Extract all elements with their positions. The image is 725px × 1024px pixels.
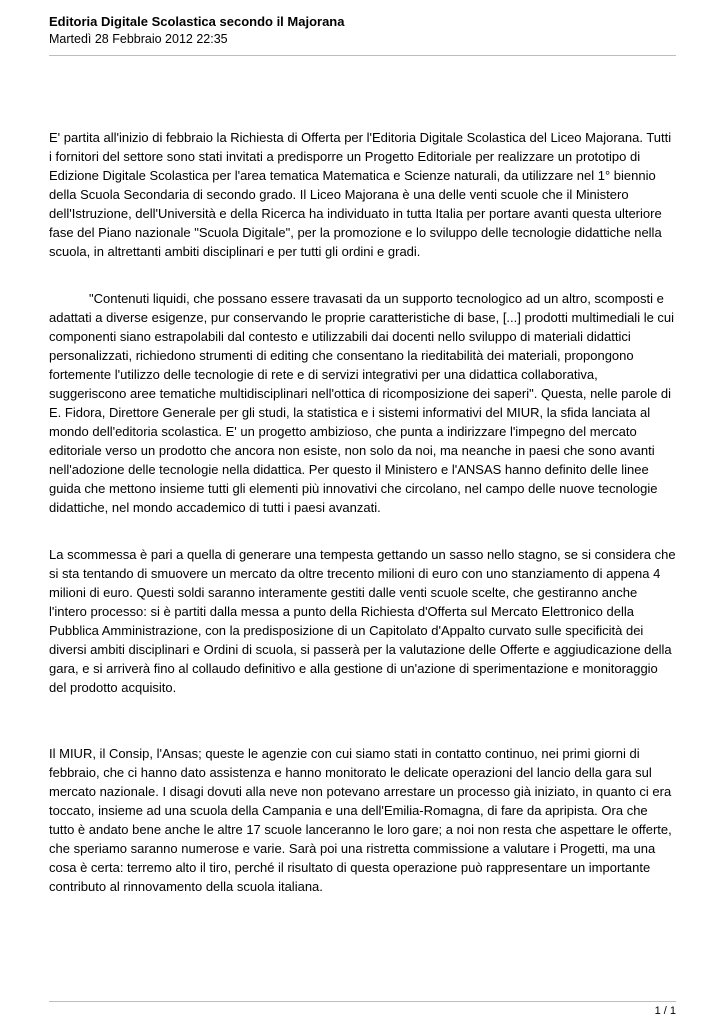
footer-divider <box>49 1001 676 1002</box>
header-divider <box>49 55 676 56</box>
paragraph-scommessa: La scommessa è pari a quella di generare una tempesta gettando un sasso nello stagno, se si considera che si sta tentando di smuovere un mercato da oltre trecento milioni di euro con uno stanziamento di appena 4 milioni di euro. Questi soldi saranno interamente gestiti dalle venti scuole scelte, che gestiranno anche l'intero processo: si è partiti dalla messa a punto della Richiesta d'Offerta sul Mercato Elettronico della Pubblica Amministrazione, con la predisposizione di un Capitolato d'Appalto curvato sulle specificità dei diversi ambiti disciplinari e Ordini di scuola, si passerà per la valutazione delle Offerte e aggiudicazione della gara, e si arriverà fino al collaudo definitivo e alla gestione di un'azione di sperimentazione e monitoraggio del prodotto acquisito. <box>49 547 676 695</box>
page-indicator: 1 / 1 <box>654 1005 676 1017</box>
document-header <box>0 0 725 47</box>
paragraph-conclusion: Il MIUR, il Consip, l'Ansas; queste le agenzie con cui siamo stati in contatto continuo, nei primi giorni di febbraio, che ci hanno dato assistenza e hanno monitorato le delicate operazioni del lancio della gara sul mercato nazionale. I disagi dovuti alla neve non potevano arrestare un processo già iniziato, in quanto ci era toccato, insieme ad una scuola della Campania e una dell'Emilia-Romagna, di fare da apripista. Ora che tutto è andato bene anche le altre 17 scuole lanceranno le loro gare; a noi non resta che aspettare le offerte, che speriamo saranno numerose e varie. Sarà poi una ristretta commissione a valutare i Progetti, ma una cosa è certa: terremo alto il tiro, perché il risultato di questa operazione può rappresentare un importante contributo al rinnovamento della scuola italiana. <box>49 746 672 894</box>
article-date: Martedì 28 Febbraio 2012 22:35 <box>49 32 228 46</box>
document-footer <box>49 1001 676 1018</box>
paragraph-intro: E' partita all'inizio di febbraio la Richiesta di Offerta per l'Editoria Digitale Scolastica del Liceo Majorana. Tutti i fornitori del settore sono stati invitati a predisporre un Progetto Editoriale per realizzare un prototipo di Edizione Digitale Scolastica per l'area tematica Matematica e Scienze naturali, da utilizzare nel 1° biennio della Scuola Secondaria di secondo grado. Il Liceo Majorana è una delle venti scuole che il Ministero dell'Istruzione, dell'Università e della Ricerca ha individuato in tutta Italia per portare avanti questa ulteriore fase del Piano nazionale "Scuola Digitale", per la promozione e lo sviluppo delle tecnologie didattiche nella scuola, in altrettanti ambiti disciplinari e per tutti gli ordini e gradi. <box>49 130 672 259</box>
paragraph-quote: "Contenuti liquidi, che possano essere travasati da un supporto tecnologico ad un altro, scomposti e adattati a diverse esigenze, pur conservando le proprie caratteristiche di base, [...] prodotti multimediali le cui componenti siano estrapolabili dal contesto e utilizzabili dai docenti nello sviluppo di materiali didattici personalizzati, richiedono strumenti di editing che consentano la rieditabilità dei materiali, propongono fortemente l'utilizzo delle tecnologie di rete e di servizi integrativi per una didattica collaborativa, suggeriscono aree tematiche multidisciplinari nell'ottica di ricomposizione dei saperi". Questa, nelle parole di E. Fidora, Direttore Generale per gli studi, la statistica e i sistemi informativi del MIUR, la sfida lanciata al mondo dell'editoria scolastica. E' un progetto ambizioso, che punta a indirizzare l'impegno del mercato editoriale verso un prodotto che ancora non esiste, non solo da noi, ma neanche in paesi che sono avanti nell'adozione delle tecnologie nella didattica. Per questo il Ministero e l'ANSAS hanno definito delle linee guida che mettono insieme tutti gli elementi più innovativi che circolano, nel campo delle nuove tecnologie didattiche, nel mondo accademico di tutti i paesi avanzati. <box>49 291 675 515</box>
article-title: Editoria Digitale Scolastica secondo il Majorana <box>49 14 345 29</box>
article-body <box>0 128 725 896</box>
